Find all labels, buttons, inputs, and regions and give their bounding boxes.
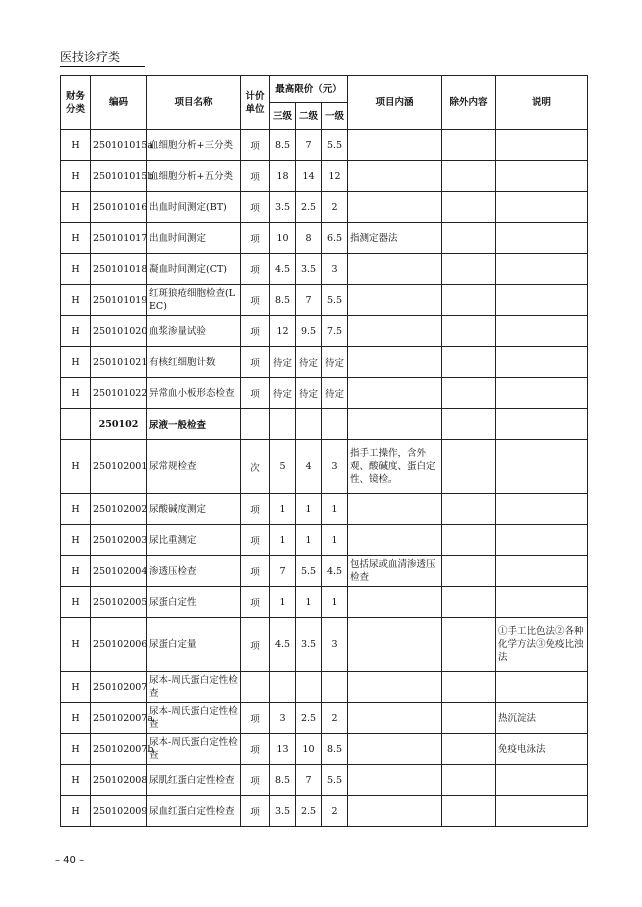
header-note: 说明 [496, 76, 588, 130]
cell-price-level3: 18 [270, 161, 296, 192]
cell-content [348, 525, 442, 556]
cell-price-level1: 5.5 [322, 285, 348, 316]
cell-content [348, 734, 442, 765]
cell-name: 红斑狼疮细胞检查(LEC) [147, 285, 241, 316]
table-row [61, 285, 588, 316]
cell-price-level1: 2 [322, 192, 348, 223]
cell-code: 250102007b [91, 734, 147, 765]
cell-price-level1 [322, 409, 348, 440]
cell-content [348, 672, 442, 703]
cell-except [442, 765, 496, 796]
cell-name: 尿本-周氏蛋白定性检查 [147, 734, 241, 765]
cell-type: H [61, 440, 91, 494]
cell-name: 尿本-周氏蛋白定性检查 [147, 672, 241, 703]
cell-price-level3: 8.5 [270, 130, 296, 161]
cell-code: 250102002 [91, 494, 147, 525]
cell-code: 250101017 [91, 223, 147, 254]
cell-price-level1: 待定 [322, 347, 348, 378]
cell-note [496, 347, 588, 378]
cell-code: 250101015a [91, 130, 147, 161]
cell-type: H [61, 347, 91, 378]
cell-type: H [61, 618, 91, 672]
cell-note [496, 254, 588, 285]
cell-content: 包括尿或血清渗透压检查 [348, 556, 442, 587]
cell-unit: 项 [241, 618, 270, 672]
cell-price-level2 [296, 409, 322, 440]
cell-except [442, 409, 496, 440]
cell-note [496, 192, 588, 223]
cell-unit: 项 [241, 254, 270, 285]
cell-code: 250102003 [91, 525, 147, 556]
cell-name: 尿血红蛋白定性检查 [147, 796, 241, 827]
cell-note [496, 672, 588, 703]
header-level2: 二级 [296, 103, 322, 130]
cell-except [442, 494, 496, 525]
header-content: 项目内涵 [348, 76, 442, 130]
cell-unit: 项 [241, 734, 270, 765]
header-code: 编码 [91, 76, 147, 130]
cell-code: 250101016 [91, 192, 147, 223]
cell-price-level3: 7 [270, 556, 296, 587]
table-row [61, 440, 588, 494]
cell-name: 尿液一般检查 [147, 409, 241, 440]
cell-unit: 次 [241, 440, 270, 494]
cell-price-level2: 14 [296, 161, 322, 192]
cell-name: 有核红细胞计数 [147, 347, 241, 378]
cell-unit: 项 [241, 587, 270, 618]
cell-except [442, 161, 496, 192]
cell-price-level1: 2 [322, 703, 348, 734]
cell-price-level3: 5 [270, 440, 296, 494]
cell-price-level3: 3 [270, 703, 296, 734]
cell-code: 250101020 [91, 316, 147, 347]
cell-unit: 项 [241, 161, 270, 192]
cell-price-level1: 8.5 [322, 734, 348, 765]
cell-content [348, 765, 442, 796]
cell-price-level1: 1 [322, 525, 348, 556]
cell-note: 免疫电泳法 [496, 734, 588, 765]
cell-note [496, 316, 588, 347]
cell-price-level3: 1 [270, 494, 296, 525]
cell-price-level2: 1 [296, 494, 322, 525]
cell-content [348, 254, 442, 285]
cell-content [348, 316, 442, 347]
cell-name: 出血时间测定(BT) [147, 192, 241, 223]
cell-price-level1: 3 [322, 618, 348, 672]
cell-price-level1: 1 [322, 587, 348, 618]
cell-name: 尿比重测定 [147, 525, 241, 556]
cell-name: 尿肌红蛋白定性检查 [147, 765, 241, 796]
cell-price-level2: 3.5 [296, 618, 322, 672]
cell-note [496, 285, 588, 316]
table-row [61, 734, 588, 765]
cell-type: H [61, 734, 91, 765]
cell-note [496, 765, 588, 796]
cell-price-level3: 13 [270, 734, 296, 765]
cell-name: 血浆渗量试验 [147, 316, 241, 347]
cell-price-level2 [296, 672, 322, 703]
cell-price-level1: 2 [322, 796, 348, 827]
cell-price-level1: 待定 [322, 378, 348, 409]
cell-code: 250102005 [91, 587, 147, 618]
cell-price-level3 [270, 409, 296, 440]
cell-unit: 项 [241, 223, 270, 254]
cell-except [442, 618, 496, 672]
cell-type: H [61, 378, 91, 409]
table-row [61, 587, 588, 618]
cell-except [442, 378, 496, 409]
cell-price-level2: 7 [296, 285, 322, 316]
table-row [61, 494, 588, 525]
cell-price-level1: 4.5 [322, 556, 348, 587]
cell-price-level2: 2.5 [296, 796, 322, 827]
cell-price-level1: 1 [322, 494, 348, 525]
table-row [61, 254, 588, 285]
cell-name: 血细胞分析+五分类 [147, 161, 241, 192]
cell-type: H [61, 494, 91, 525]
header-level3: 三级 [270, 103, 296, 130]
cell-price-level2: 2.5 [296, 703, 322, 734]
cell-except [442, 587, 496, 618]
cell-name: 尿酸碱度测定 [147, 494, 241, 525]
cell-price-level2: 5.5 [296, 556, 322, 587]
cell-except [442, 223, 496, 254]
cell-type [61, 409, 91, 440]
cell-unit: 项 [241, 378, 270, 409]
cell-unit: 项 [241, 316, 270, 347]
cell-note [496, 556, 588, 587]
cell-type: H [61, 223, 91, 254]
cell-name: 异常血小板形态检查 [147, 378, 241, 409]
table-row [61, 409, 588, 440]
cell-except [442, 796, 496, 827]
table-row [61, 703, 588, 734]
cell-code: 250102007a [91, 703, 147, 734]
cell-price-level3: 1 [270, 525, 296, 556]
table-row [61, 347, 588, 378]
cell-type: H [61, 192, 91, 223]
cell-unit [241, 672, 270, 703]
cell-code: 250102009 [91, 796, 147, 827]
cell-content: 指测定器法 [348, 223, 442, 254]
cell-price-level1: 3 [322, 254, 348, 285]
header-name: 项目名称 [147, 76, 241, 130]
table-row [61, 796, 588, 827]
cell-content [348, 285, 442, 316]
cell-price-level1: 3 [322, 440, 348, 494]
cell-type: H [61, 130, 91, 161]
cell-note: ①手工比色法②各种化学方法③免疫比浊法 [496, 618, 588, 672]
cell-type: H [61, 765, 91, 796]
cell-unit: 项 [241, 556, 270, 587]
cell-name: 尿本-周氏蛋白定性检查 [147, 703, 241, 734]
cell-type: H [61, 672, 91, 703]
cell-type: H [61, 285, 91, 316]
cell-price-level3: 待定 [270, 378, 296, 409]
cell-note [496, 161, 588, 192]
table-row [61, 130, 588, 161]
cell-price-level2: 9.5 [296, 316, 322, 347]
cell-type: H [61, 703, 91, 734]
cell-note [496, 440, 588, 494]
cell-content [348, 494, 442, 525]
cell-except [442, 525, 496, 556]
cell-except [442, 672, 496, 703]
cell-price-level1: 12 [322, 161, 348, 192]
cell-content [348, 347, 442, 378]
fee-table [60, 75, 588, 827]
cell-name: 出血时间测定 [147, 223, 241, 254]
cell-type: H [61, 525, 91, 556]
header-type: 财务分类 [61, 76, 91, 130]
cell-code: 250102008 [91, 765, 147, 796]
table-row [61, 223, 588, 254]
cell-price-level1: 5.5 [322, 765, 348, 796]
cell-code: 250102006 [91, 618, 147, 672]
cell-price-level2: 1 [296, 587, 322, 618]
cell-content [348, 161, 442, 192]
cell-price-level2: 2.5 [296, 192, 322, 223]
cell-content [348, 130, 442, 161]
cell-price-level3: 8.5 [270, 765, 296, 796]
cell-except [442, 734, 496, 765]
cell-except [442, 192, 496, 223]
cell-code: 250101022 [91, 378, 147, 409]
cell-unit: 项 [241, 192, 270, 223]
cell-except [442, 285, 496, 316]
cell-content [348, 587, 442, 618]
cell-code: 250102001 [91, 440, 147, 494]
cell-price-level2: 7 [296, 765, 322, 796]
cell-price-level3: 1 [270, 587, 296, 618]
cell-price-level3: 4.5 [270, 618, 296, 672]
table-row [61, 316, 588, 347]
cell-unit: 项 [241, 796, 270, 827]
cell-unit: 项 [241, 347, 270, 378]
cell-except [442, 316, 496, 347]
table-row [61, 556, 588, 587]
cell-type: H [61, 254, 91, 285]
cell-unit: 项 [241, 525, 270, 556]
cell-price-level3: 3.5 [270, 192, 296, 223]
cell-price-level2: 3.5 [296, 254, 322, 285]
cell-price-level2: 1 [296, 525, 322, 556]
table-row [61, 378, 588, 409]
cell-unit [241, 409, 270, 440]
cell-code: 250102004 [91, 556, 147, 587]
cell-name: 尿常规检查 [147, 440, 241, 494]
cell-code: 250102 [91, 409, 147, 440]
cell-type: H [61, 161, 91, 192]
cell-code: 250101021 [91, 347, 147, 378]
cell-note [496, 378, 588, 409]
page-number: – 40 – [55, 855, 85, 866]
cell-code: 250101019 [91, 285, 147, 316]
cell-content [348, 192, 442, 223]
header-unit: 计价单位 [241, 76, 270, 130]
header-price: 最高限价（元） [270, 76, 348, 103]
table-body [61, 130, 588, 827]
table-row [61, 525, 588, 556]
cell-except [442, 347, 496, 378]
cell-price-level3: 待定 [270, 347, 296, 378]
cell-unit: 项 [241, 703, 270, 734]
cell-note [496, 409, 588, 440]
cell-note [496, 587, 588, 618]
cell-price-level2: 待定 [296, 347, 322, 378]
cell-except [442, 130, 496, 161]
cell-content [348, 796, 442, 827]
cell-name: 渗透压检查 [147, 556, 241, 587]
cell-price-level2: 10 [296, 734, 322, 765]
cell-unit: 项 [241, 765, 270, 796]
cell-unit: 项 [241, 285, 270, 316]
cell-except [442, 440, 496, 494]
cell-except [442, 556, 496, 587]
cell-content [348, 409, 442, 440]
cell-name: 凝血时间测定(CT) [147, 254, 241, 285]
cell-price-level3: 4.5 [270, 254, 296, 285]
cell-note [496, 796, 588, 827]
table-row [61, 765, 588, 796]
cell-price-level1: 7.5 [322, 316, 348, 347]
cell-unit: 项 [241, 494, 270, 525]
category-title: 医技诊疗类 [60, 48, 145, 67]
cell-note [496, 494, 588, 525]
cell-name: 血细胞分析+三分类 [147, 130, 241, 161]
cell-name: 尿蛋白定量 [147, 618, 241, 672]
cell-price-level3: 10 [270, 223, 296, 254]
table-row [61, 618, 588, 672]
cell-code: 250102007 [91, 672, 147, 703]
cell-content: 指手工操作，含外观、酸碱度、蛋白定性、镜检。 [348, 440, 442, 494]
cell-code: 250101015b [91, 161, 147, 192]
cell-price-level1 [322, 672, 348, 703]
cell-price-level3: 3.5 [270, 796, 296, 827]
header-level1: 一级 [322, 103, 348, 130]
cell-type: H [61, 587, 91, 618]
cell-except [442, 703, 496, 734]
cell-price-level3: 12 [270, 316, 296, 347]
cell-note [496, 525, 588, 556]
cell-content [348, 618, 442, 672]
cell-type: H [61, 796, 91, 827]
table-row [61, 672, 588, 703]
table-row [61, 161, 588, 192]
cell-price-level2: 4 [296, 440, 322, 494]
cell-content [348, 378, 442, 409]
cell-type: H [61, 316, 91, 347]
cell-price-level3: 8.5 [270, 285, 296, 316]
cell-price-level2: 7 [296, 130, 322, 161]
cell-type: H [61, 556, 91, 587]
cell-except [442, 254, 496, 285]
cell-name: 尿蛋白定性 [147, 587, 241, 618]
cell-note [496, 130, 588, 161]
cell-unit: 项 [241, 130, 270, 161]
cell-price-level2: 8 [296, 223, 322, 254]
cell-price-level3 [270, 672, 296, 703]
cell-price-level1: 5.5 [322, 130, 348, 161]
cell-price-level2: 待定 [296, 378, 322, 409]
table-row [61, 192, 588, 223]
cell-price-level1: 6.5 [322, 223, 348, 254]
cell-code: 250101018 [91, 254, 147, 285]
header-except: 除外内容 [442, 76, 496, 130]
cell-note [496, 223, 588, 254]
cell-note: 热沉淀法 [496, 703, 588, 734]
cell-content [348, 703, 442, 734]
